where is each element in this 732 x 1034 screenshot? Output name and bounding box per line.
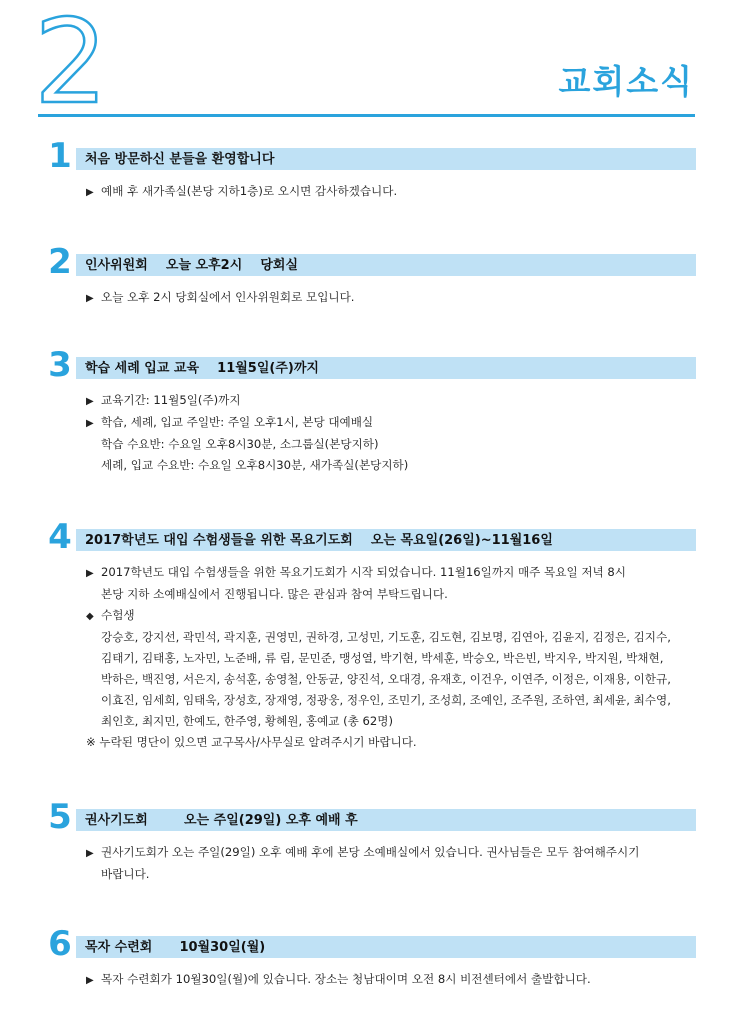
- triangle-bullet-icon: ▶: [86, 293, 94, 304]
- triangle-bullet-icon: ▶: [86, 187, 94, 198]
- names-line: 김태기, 김태홍, 노자민, 노준배, 류 림, 문민준, 맹성열, 박기현, 박세훈, 박승오, 박은빈, 박지우, 박지원, 박채현,: [101, 651, 664, 665]
- diamond-bullet-icon: ◆: [86, 611, 94, 622]
- page-title: 교회소식: [558, 62, 694, 101]
- section-number: 5: [48, 797, 72, 837]
- header-rule: [38, 114, 695, 117]
- notice-line: 바랍니다.: [101, 867, 150, 881]
- page-number-graphic: [30, 8, 130, 114]
- section-title: 학습 세례 입교 교육 11월5일(주)까지: [85, 361, 319, 376]
- notice-footnote: ※ 누락된 명단이 있으면 교구목사/사무실로 알려주시기 바랍니다.: [86, 735, 417, 749]
- notice-line: 세례, 입교 수요반: 수요일 오후8시30분, 새가족실(본당지하): [101, 458, 409, 472]
- notice-line: ▶ 학습, 세례, 입교 주일반: 주일 오후1시, 본당 대예배실: [86, 412, 696, 434]
- triangle-bullet-icon: ▶: [86, 396, 94, 407]
- notice-section-4: [46, 517, 696, 753]
- triangle-bullet-icon: ▶: [86, 418, 94, 429]
- triangle-bullet-icon: ▶: [86, 848, 94, 859]
- section-number: 4: [48, 517, 72, 557]
- notice-section-5: [46, 797, 696, 885]
- page-number: 2: [34, 8, 108, 114]
- notice-line: ▶ 오늘 오후 2시 당회실에서 인사위원회로 모입니다.: [86, 287, 696, 309]
- notice-line: ▶ 2017학년도 대입 수험생들을 위한 목요기도회가 시작 되었습니다. 11월16일까지 매주 목요일 저녁 8시: [86, 562, 696, 584]
- section-number: 6: [48, 924, 72, 964]
- notice-line: ▶ 예배 후 새가족실(본당 지하1층)로 오시면 감사하겠습니다.: [86, 181, 696, 203]
- section-title: 목자 수련회 10월30일(월): [85, 940, 266, 955]
- triangle-bullet-icon: ▶: [86, 975, 94, 986]
- names-line: 최인호, 최지민, 한예도, 한주영, 황혜원, 홍예교 (총 62명): [101, 714, 394, 728]
- section-title: 인사위원회 오늘 오후2시 당회실: [85, 258, 299, 273]
- notice-line: ▶ 교육기간: 11월5일(주)까지: [86, 390, 696, 412]
- notice-line: ▶ 권사기도회가 오는 주일(29일) 오후 예배 후에 본당 소예배실에서 있습니다. 권사님들은 모두 참여해주시기: [86, 842, 696, 864]
- triangle-bullet-icon: ▶: [86, 568, 94, 579]
- notice-section-2: [46, 242, 696, 309]
- notice-line: 학습 수요반: 수요일 오후8시30분, 소그룹실(본당지하): [101, 437, 379, 451]
- notice-line: ▶ 목자 수련회가 10월30일(월)에 있습니다. 장소는 청남대이며 오전 8시 비전센터에서 출발합니다.: [86, 969, 696, 991]
- notice-line: 본당 지하 소예배실에서 진행됩니다. 많은 관심과 참여 부탁드립니다.: [101, 587, 448, 601]
- section-number: 2: [48, 242, 72, 282]
- notice-section-3: [46, 345, 696, 476]
- section-title: 2017학년도 대입 수험생들을 위한 목요기도회 오는 목요일(26일)~11월16일: [85, 533, 553, 548]
- section-number: 1: [48, 136, 72, 176]
- names-line: 박하은, 백진영, 서은지, 송석훈, 송영철, 안동균, 양진석, 오대경, 유재호, 이건우, 이연주, 이정은, 이재용, 이한규,: [101, 672, 671, 686]
- section-number: 3: [48, 345, 72, 385]
- section-title: 처음 방문하신 분들을 환영합니다: [85, 152, 275, 167]
- names-line: 강승호, 강지선, 곽민석, 곽지훈, 권영민, 권하경, 고성민, 기도훈, 김도현, 김보명, 김연아, 김윤지, 김정은, 김지수,: [101, 630, 671, 644]
- names-line: 이효진, 임세희, 임태욱, 장성호, 장재영, 정광웅, 정우인, 조민기, 조성희, 조예인, 조주원, 조하연, 최세윤, 최수영,: [101, 693, 671, 707]
- section-title: 권사기도회 오는 주일(29일) 오후 예배 후: [85, 813, 358, 828]
- notice-section-6: [46, 924, 696, 991]
- notice-section-1: [46, 136, 696, 203]
- notice-line: ◆ 수험생: [86, 605, 696, 627]
